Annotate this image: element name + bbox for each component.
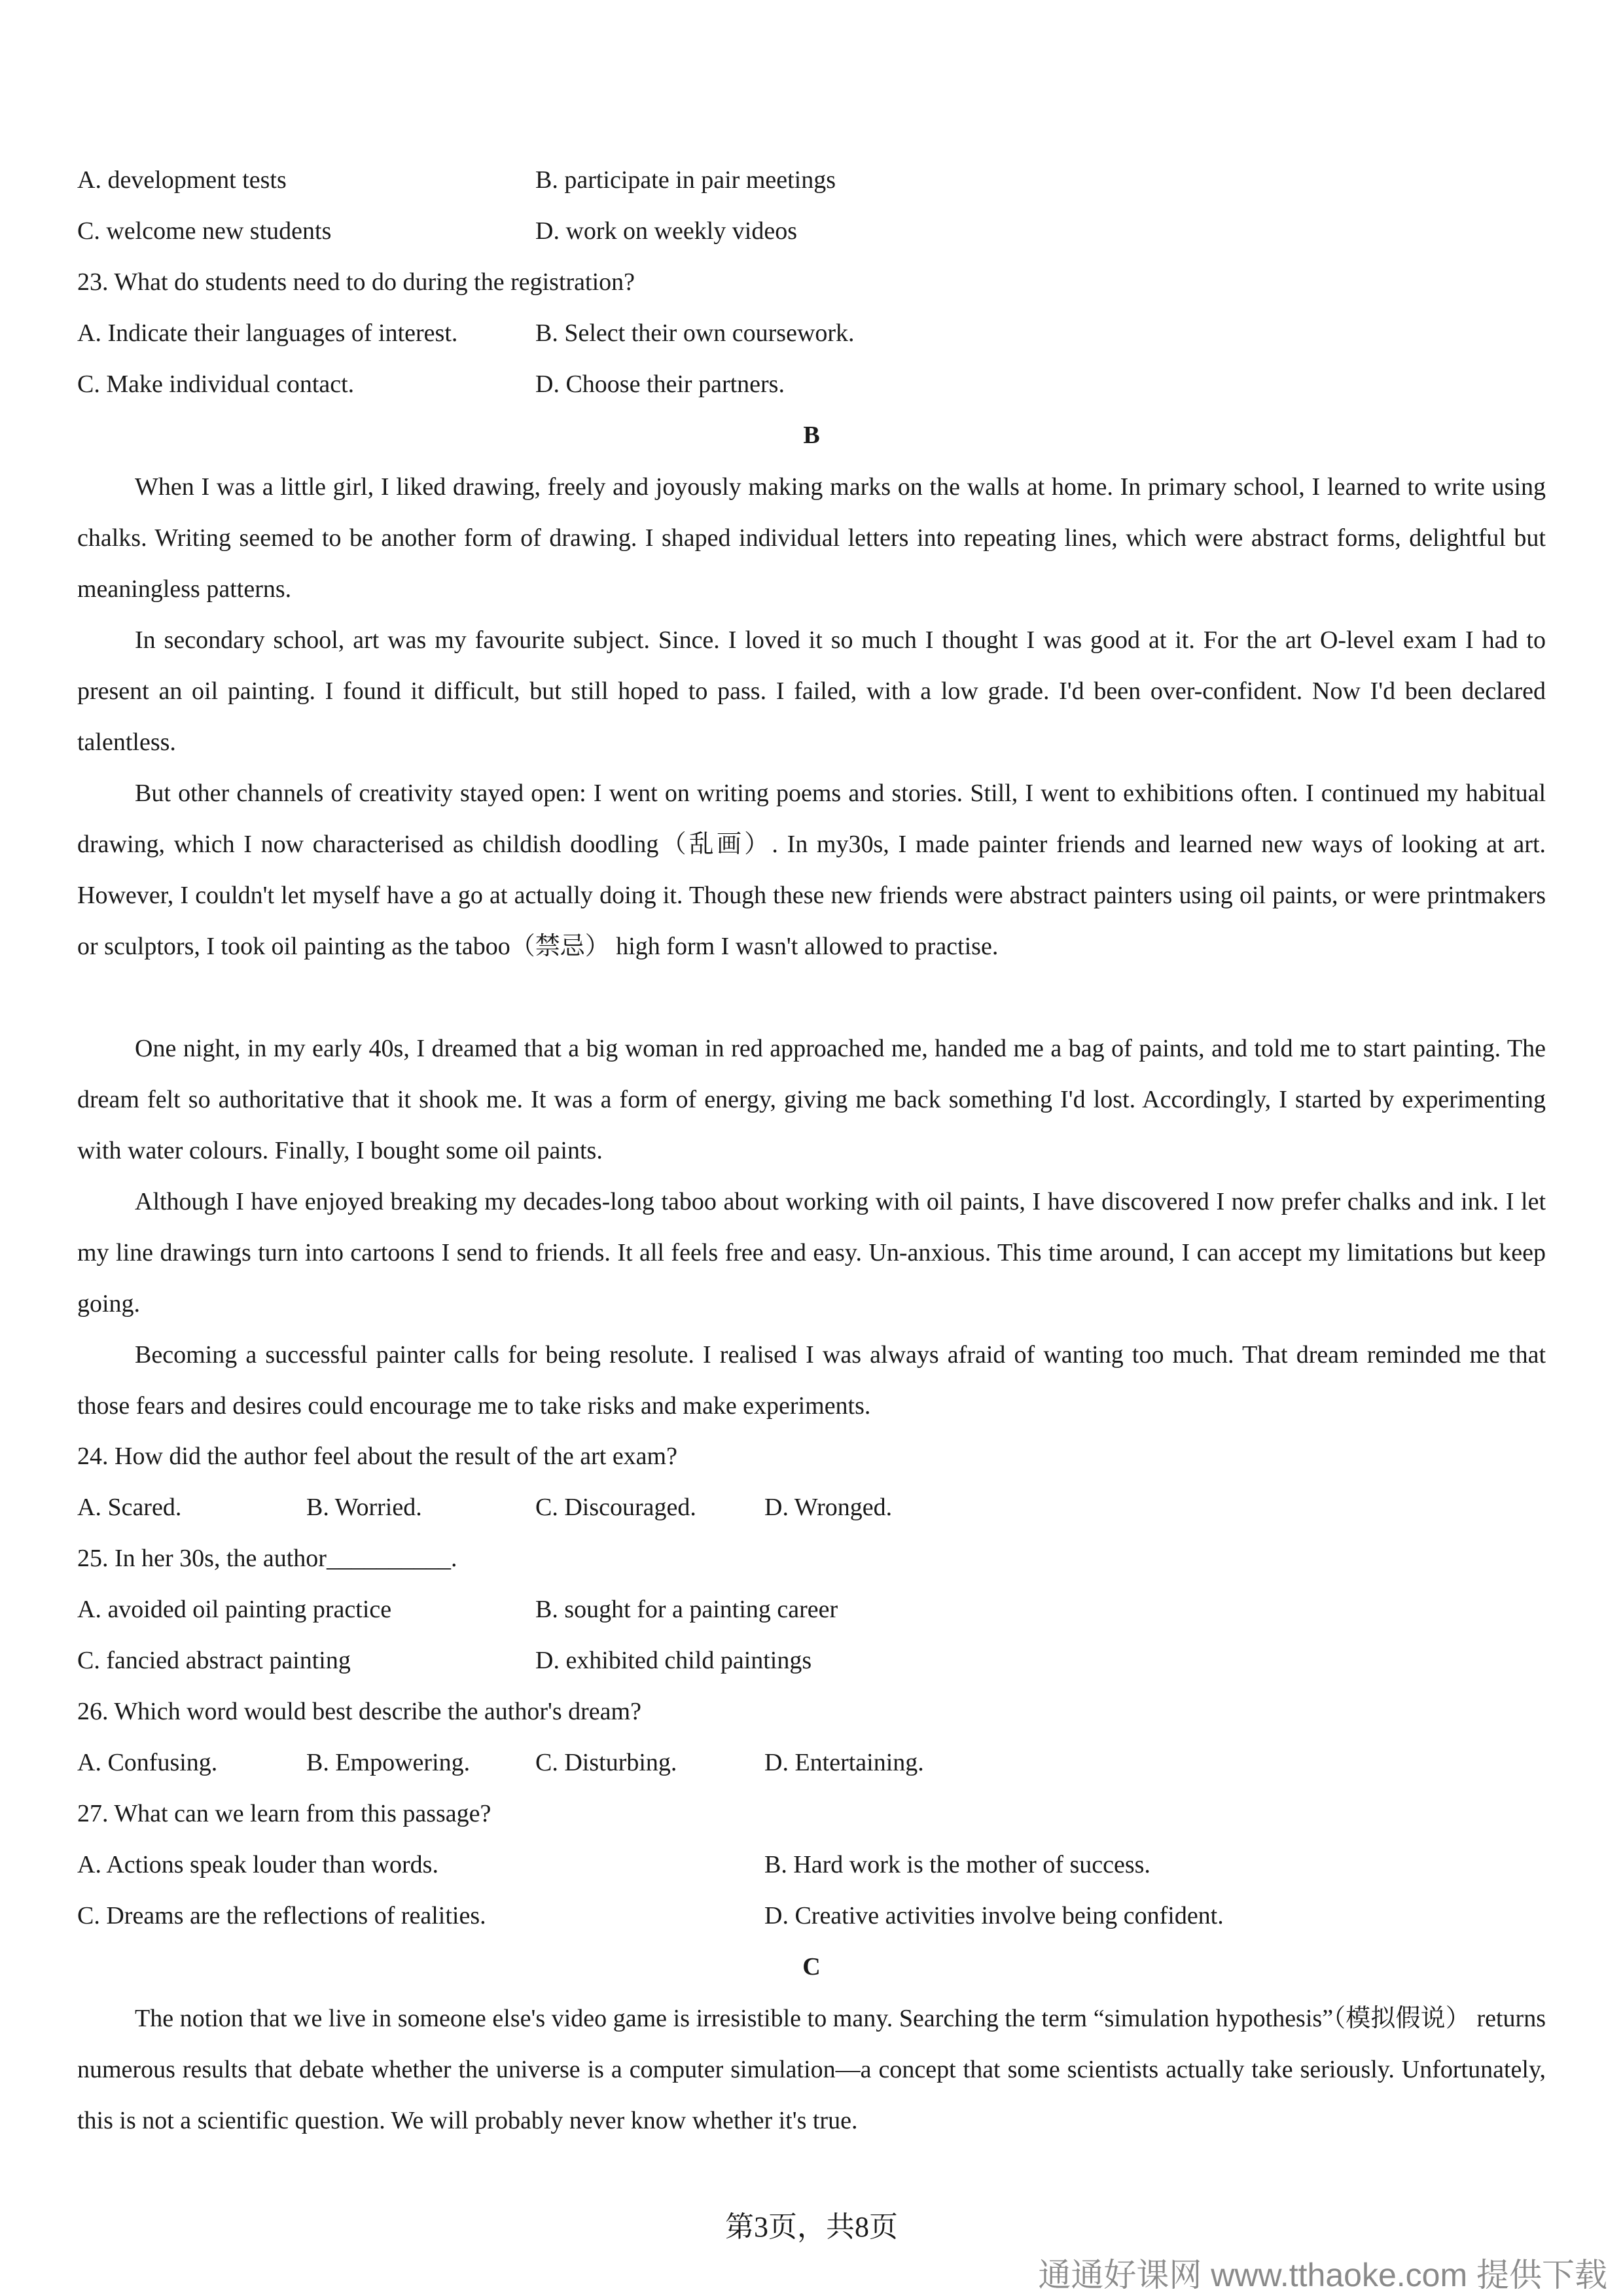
q25-option-b: B. sought for a painting career	[535, 1596, 838, 1623]
q22-option-b: B. participate in pair meetings	[535, 166, 836, 194]
q23-option-b: B. Select their own coursework.	[535, 319, 855, 347]
q27-stem: 27. What can we learn from this passage?	[77, 1800, 491, 1827]
passage-b-paragraph-6: Becoming a successful painter calls for being resolute. I realised I was always afraid of wanting too much. That dream reminded me that those fears and desires could encourage me to take risks and make experiments.	[77, 1341, 1546, 1420]
q24-option-b: B. Worried.	[306, 1494, 422, 1521]
q24-option-c: C. Discouraged.	[535, 1494, 696, 1521]
q22-option-d: D. work on weekly videos	[535, 217, 797, 245]
q27-option-a: A. Actions speak louder than words.	[77, 1851, 438, 1878]
q26-stem: 26. Which word would best describe the author's dream?	[77, 1698, 641, 1725]
q26-option-b: B. Empowering.	[306, 1749, 471, 1776]
q26-option-a: A. Confusing.	[77, 1749, 218, 1776]
passage-b-paragraph-4: One night, in my early 40s, I dreamed that a big woman in red approached me, handed me a bag of paints, and told me to start painting. The dream felt so authoritative that it shook me. It was a form of energy, giving me back something I'd lost. Accordingly, I started by experimenting with water colours. Finally, I bought some oil paints.	[77, 1035, 1546, 1164]
q25-option-a: A. avoided oil painting practice	[77, 1596, 392, 1623]
q23-option-a: A. Indicate their languages of interest.	[77, 319, 458, 347]
q25-stem: 25. In her 30s, the author__________.	[77, 1545, 457, 1572]
q24-stem: 24. How did the author feel about the result of the art exam?	[77, 1443, 677, 1470]
passage-b-paragraph-5: Although I have enjoyed breaking my decades-long taboo about working with oil paints, I have discovered I now prefer chalks and ink. I let my line drawings turn into cartoons I send to friends. It all feels free and easy. Un-anxious. This time around, I can accept my limitations but keep going.	[77, 1188, 1546, 1318]
q23-option-c: C. Make individual contact.	[77, 370, 355, 398]
q25-option-c: C. fancied abstract painting	[77, 1647, 351, 1674]
q26-option-d: D. Entertaining.	[764, 1749, 924, 1776]
q23-stem: 23. What do students need to do during the registration?	[77, 268, 635, 296]
passage-b-paragraph-2: In secondary school, art was my favourite subject. Since. I loved it so much I thought I was good at it. For the art O-level exam I had to present an oil painting. I found it difficult, but still hoped to pass. I failed, with a low grade. I'd been over-confident. Now I'd been declared talentless.	[77, 626, 1546, 756]
q22-option-c: C. welcome new students	[77, 217, 332, 245]
watermark: 通通好课网 www.tthaoke.com 提供下载	[1038, 2257, 1607, 2293]
passage-b-paragraph-1: When I was a little girl, I liked drawing, freely and joyously making marks on the walls at home. In primary school, I learned to write using chalks. Writing seemed to be another form of drawing. I shaped individual letters into repeating lines, which were abstract forms, delightful but meaningless patterns.	[77, 473, 1546, 603]
page-number: 第3页，共8页	[725, 2211, 898, 2243]
q27-option-b: B. Hard work is the mother of success.	[764, 1851, 1150, 1878]
q24-option-d: D. Wronged.	[764, 1494, 893, 1521]
q23-option-d: D. Choose their partners.	[535, 370, 785, 398]
q27-option-c: C. Dreams are the reflections of realities.	[77, 1902, 486, 1929]
passage-c-paragraph-1: The notion that we live in someone else's video game is irresistible to many. Searching the term “simulation hypothesis”（模拟假说） returns numerous results that debate whether the universe is a computer simulation—a concept that some scientists actually take seriously. Unfortunately, this is not a scientific question. We will probably never know whether it's true.	[77, 2005, 1546, 2134]
q24-option-a: A. Scared.	[77, 1494, 182, 1521]
q25-option-d: D. exhibited child paintings	[535, 1647, 812, 1674]
q26-option-c: C. Disturbing.	[535, 1749, 677, 1776]
passage-b-paragraph-3: But other channels of creativity stayed open: I went on writing poems and stories. Still, I went to exhibitions often. I continued my habitual drawing, which I now characterised as childish doodling（乱画）. In my30s, I made painter friends and learned new ways of looking at art. However, I couldn't let myself have a go at actually doing it. Though these new friends were abstract painters using oil paints, or were printmakers or sculptors, I took oil painting as the taboo（禁忌） high form I wasn't allowed to practise.	[77, 780, 1546, 960]
section-c-title: C	[802, 1953, 821, 1981]
q22-option-a: A. development tests	[77, 166, 287, 194]
q27-option-d: D. Creative activities involve being confident.	[764, 1902, 1224, 1929]
section-b-title: B	[803, 422, 820, 449]
